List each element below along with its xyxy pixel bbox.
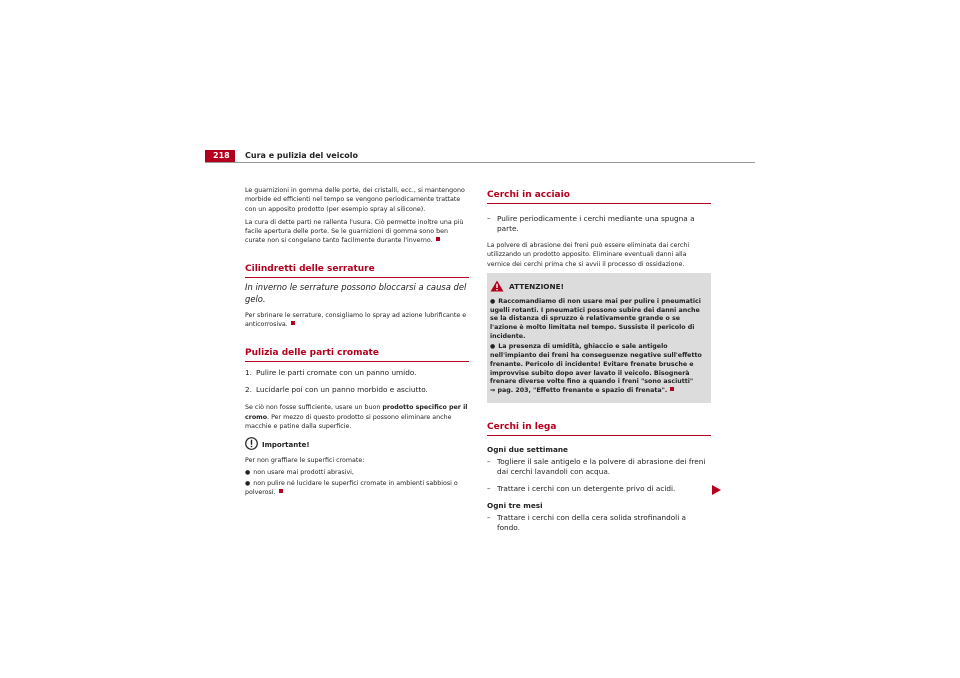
step-text: Pulire le parti cromate con un panno umido. [256,368,417,378]
list-item [245,385,469,395]
note-title [245,435,469,454]
list-item [245,368,469,378]
bullet-icon: ● [490,343,496,351]
left-column [245,186,469,499]
dash-mark: – [487,214,491,223]
intro-paragraph-2 [245,218,469,246]
end-square-icon [670,387,674,391]
exclamation-circle-icon [245,435,258,454]
dash-mark: – [487,512,491,522]
header-rule [205,162,755,163]
locks-heading: Cilindretti delle serrature [245,264,469,278]
locks-text: Per sbrinare le serrature, consigliamo lo spray ad azione lubrificante e anticorrosiva. [245,311,467,329]
page-number: 218 [205,150,235,162]
locks-paragraph [245,311,469,330]
steel-step: Pulire periodicamente i cerchi mediante una spugna a parte. [497,214,695,233]
warning-box [487,273,711,403]
warning-title [490,277,708,296]
note-bullet-text: non pulire né lucidare le superfici cromate in ambienti sabbiosi o polverosi. [245,479,458,497]
dash-mark: – [487,483,491,493]
end-square-icon [291,321,295,325]
alloy-heading: Cerchi in lega [487,422,711,436]
warning-paragraph-1 [490,298,708,342]
intro-paragraph-2-text: La cura di dette parti ne rallenta l'usura. Ciò permette inoltre una più facile apertura delle porte. Se le guarnizioni di gomma sono ben curate non si congelano tanto facilmente durante l'inverno. [245,218,464,245]
bullet-icon: ● [245,479,251,487]
continue-arrow-icon[interactable] [712,480,721,499]
steel-heading: Cerchi in acciaio [487,190,711,204]
right-column [487,190,711,540]
warning-triangle-icon [490,277,504,296]
two-weeks-label: Ogni due settimane [487,444,569,454]
step-number: 1. [245,368,252,378]
end-square-icon [279,489,283,493]
running-title: Cura e pulizia del veicolo [245,151,358,160]
note-bullet [245,468,469,477]
warning-text-1: Raccomandiamo di non usare mai per pulire i pneumatici ugelli rotanti. I pneumatici possono subire dei danni anche se la distanza di spruzzo è relativamente grande o se l'azione è molto limitata nel tempo. Sussiste il pericolo di incidente. [490,297,701,340]
two-weeks-item: Trattare i cerchi con un detergente privo di acidi. [497,483,676,493]
steel-paragraph: La polvere di abrasione dei freni può essere eliminata dai cerchi utilizzando un prodotto apposito. Eliminare eventuali danni alla vernice dei cerchi prima che si avvii il processo di ossidazione. [487,242,690,268]
list-item [487,484,711,494]
warning-paragraph-2 [490,343,708,395]
note-label: Importante! [262,440,310,449]
chrome-text-before: Se ciò non fosse sufficiente, usare un buon [245,404,383,412]
chrome-text-after: . Per mezzo di questo prodotto si possono eliminare anche macchie e patine dalla superficie. [245,413,452,430]
chrome-heading: Pulizia delle parti cromate [245,348,469,362]
note-bullet-text: non usare mai prodotti abrasivi, [253,468,354,476]
chrome-text-bold: prodotto specifico per il cromo [245,404,468,421]
dash-mark: – [487,456,491,466]
list-item [487,513,711,533]
step-number: 2. [245,385,252,395]
note-bullet [245,479,469,498]
two-weeks-item: Togliere il sale antigelo e la polvere di abrasione dei freni dai cerchi lavandoli con acqua. [497,456,706,476]
locks-subtitle: In inverno le serrature possono bloccarsi a causa del gelo. [245,281,467,304]
chrome-steps [245,368,469,395]
bullet-icon: ● [245,468,251,476]
intro-paragraph-1: Le guarnizioni in gomma delle porte, dei cristalli, ecc., si mantengono morbide ed efficienti nel tempo se vengono periodicamente trattate con un apposito prodotto (per esempio spray al silicone). [245,187,465,213]
three-months-item: Trattare i cerchi con della cera solida strofinandoli a fondo. [497,512,687,532]
note-intro: Per non graffiare le superfici cromate: [245,457,365,465]
chrome-paragraph [245,403,469,431]
step-text: Lucidarle poi con un panno morbido e asciutto. [256,385,428,395]
warning-page-link[interactable]: ⇒ pag. 203, "Effetto frenante e spazio di frenata". [490,386,668,394]
list-item [487,457,711,477]
three-months-label: Ogni tre mesi [487,500,543,510]
bullet-icon: ● [490,297,496,305]
warning-label: ATTENZIONE! [509,281,564,291]
warning-text-2: La presenza di umidità, ghiaccio e sale antigelo nell'impianto dei freni ha conseguenze negative sull'effetto frenante. Pericolo di incidente! Evitare frenate brusche e improvvise subito dopo aver lavato il veicolo. Bisognerà frenare diverse volte fino a quando i freni "sono asciutti" [490,343,702,386]
end-square-icon [436,237,440,241]
list-item [487,214,711,234]
